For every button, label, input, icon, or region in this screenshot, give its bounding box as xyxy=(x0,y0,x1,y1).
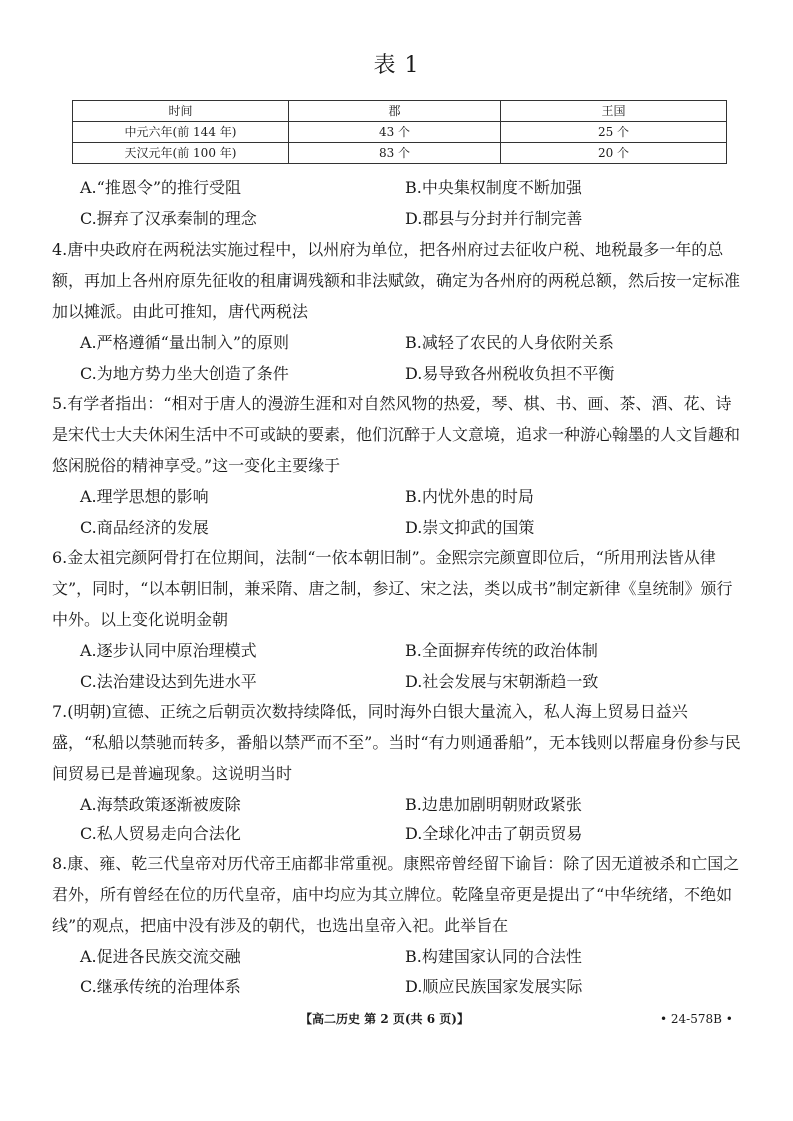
q6-option-d: D.社会发展与宋朝渐趋一致 xyxy=(405,672,599,691)
q8-option-d: D.顺应民族国家发展实际 xyxy=(405,977,583,996)
q3-option-b: B.中央集权制度不断加强 xyxy=(405,178,582,197)
q7-option-a: A.海禁政策逐渐被废除 xyxy=(80,795,241,814)
q3-option-c: C.摒弃了汉承秦制的理念 xyxy=(80,209,257,228)
page-footer: 【高二历史 第 2 页(共 6 页)】 xyxy=(300,1012,469,1026)
q6-option-a: A.逐步认同中原治理模式 xyxy=(80,641,257,660)
q4-stem: 4.唐中央政府在两税法实施过程中，以州府为单位，把各州府过去征收户税、地税最多一年的总额，再加上各州府原先征收的租庸调残额和非法赋敛，确定为各州府的两税总额，然后按一定标准加以摊派。由此可推知，唐代两税法 xyxy=(52,240,741,321)
q5-option-b: B.内忧外患的时局 xyxy=(405,487,534,506)
table-header-cell: 时间 xyxy=(73,101,289,122)
q8-option-c: C.继承传统的治理体系 xyxy=(80,977,241,996)
q6-stem: 6.金太祖完颜阿骨打在位期间，法制“一依本朝旧制”。金熙宗完颜亶即位后，“所用刑法皆从律文”，同时，“以本朝旧制，兼采隋、唐之制，参辽、宋之法，类以成书”制定新律《皇统制》颁行中外。以上变化说明金朝 xyxy=(52,548,733,629)
q3-option-d: D.郡县与分封并行制完善 xyxy=(405,209,583,228)
table-header-cell: 郡 xyxy=(289,101,501,122)
table-row xyxy=(73,143,727,164)
q5-option-a: A.理学思想的影响 xyxy=(80,487,209,506)
q7-stem: 7.(明朝)宣德、正统之后朝贡次数持续降低，同时海外白银大量流入，私人海上贸易日益兴盛，“私船以禁驰而转多，番船以禁严而不至”。当时“有力则通番船”，无本钱则以帮雇身份参与民间贸易已是普遍现象。这说明当时 xyxy=(52,702,741,783)
q3-option-a: A.“推恩令”的推行受阻 xyxy=(80,178,242,197)
q4-option-a: A.严格遵循“量出制入”的原则 xyxy=(80,333,290,352)
q5-option-d: D.崇文抑武的国策 xyxy=(405,518,535,537)
table-cell: 天汉元年(前 100 年) xyxy=(73,143,289,164)
q8-stem: 8.康、雍、乾三代皇帝对历代帝王庙都非常重视。康熙帝曾经留下谕旨：除了因无道被杀和亡国之君外，所有曾经在位的历代皇帝，庙中均应为其立牌位。乾隆皇帝更是提出了“中华统绪，不绝如线”的观点，把庙中没有涉及的朝代，也选出皇帝入祀。此举旨在 xyxy=(52,854,740,935)
q7-option-b: B.边患加剧明朝财政紧张 xyxy=(405,795,582,814)
q7-option-c: C.私人贸易走向合法化 xyxy=(80,824,241,843)
q8-option-a: A.促进各民族交流交融 xyxy=(80,947,241,966)
q4-option-b: B.减轻了农民的人身依附关系 xyxy=(405,333,614,352)
q8-option-b: B.构建国家认同的合法性 xyxy=(405,947,582,966)
table-header-row xyxy=(73,101,727,122)
q4-option-d: D.易导致各州税收负担不平衡 xyxy=(405,364,615,383)
q5-option-c: C.商品经济的发展 xyxy=(80,518,209,537)
table-cell: 25 个 xyxy=(501,122,727,143)
table-cell: 中元六年(前 144 年) xyxy=(73,122,289,143)
q4-option-c: C.为地方势力坐大创造了条件 xyxy=(80,364,289,383)
table-title: 表 1 xyxy=(373,53,420,78)
q6-option-c: C.法治建设达到先进水平 xyxy=(80,672,257,691)
table-header-cell: 王国 xyxy=(501,101,727,122)
table-row xyxy=(73,122,727,143)
q5-stem: 5.有学者指出：“相对于唐人的漫游生涯和对自然风物的热爱，琴、棋、书、画、茶、酒、花、诗是宋代士大夫休闲生活中不可或缺的要素，他们沉醉于人文意境，追求一种游心翰墨的人文旨趣和悠闲脱俗的精神享受。”这一变化主要缘于 xyxy=(52,394,741,475)
table-cell: 83 个 xyxy=(289,143,501,164)
q6-option-b: B.全面摒弃传统的政治体制 xyxy=(405,641,598,660)
table-cell: 43 个 xyxy=(289,122,501,143)
data-table xyxy=(72,100,727,164)
table-cell: 20 个 xyxy=(501,143,727,164)
exam-code: • 24-578B • xyxy=(660,1012,733,1026)
q7-option-d: D.全球化冲击了朝贡贸易 xyxy=(405,824,583,843)
